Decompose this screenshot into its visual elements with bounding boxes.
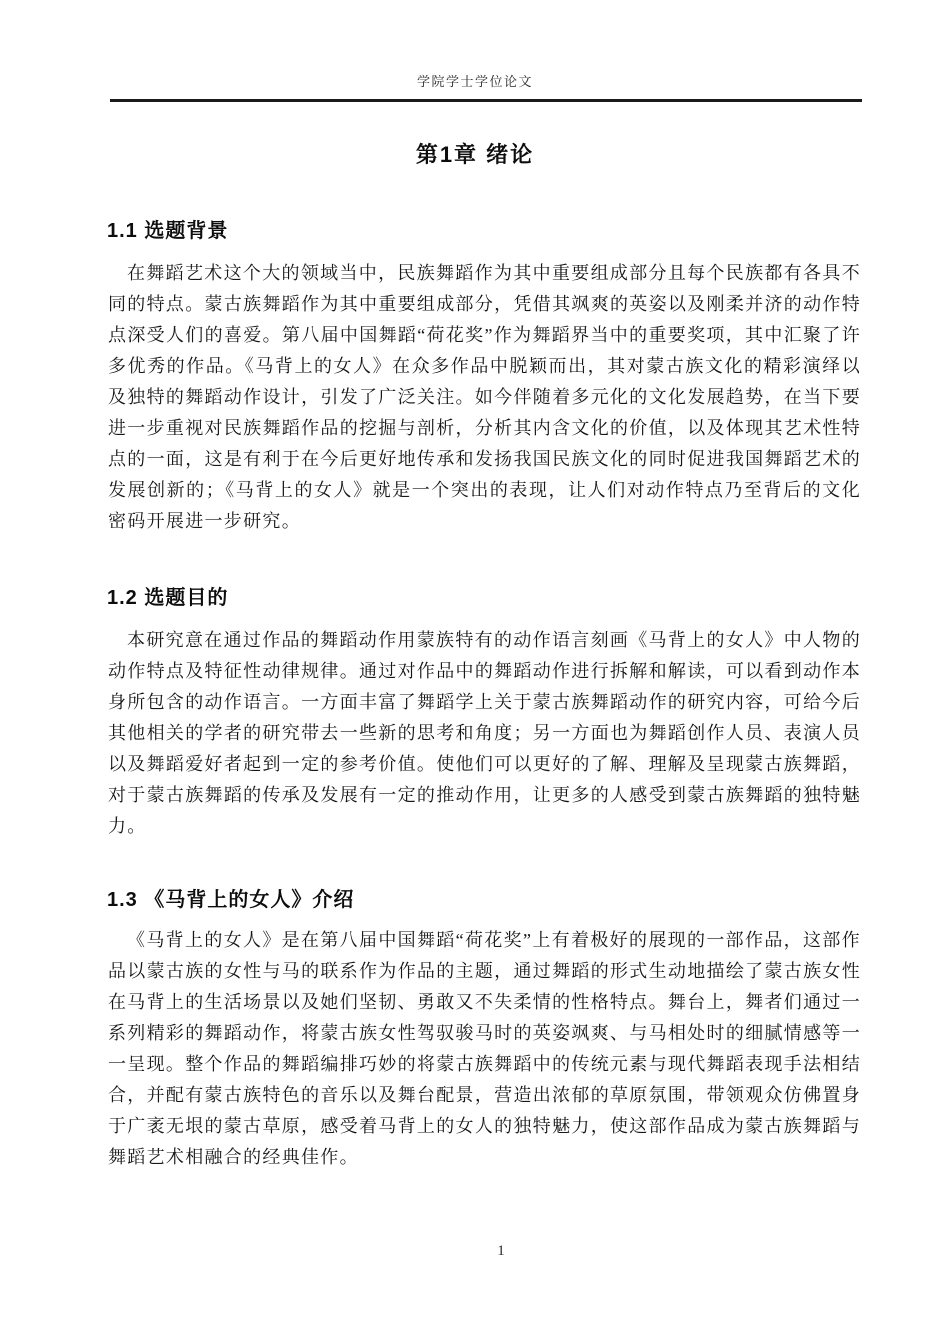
section-paragraph-1-2: 本研究意在通过作品的舞蹈动作用蒙族特有的动作语言刻画《马背上的女人》中人物的动作特点及特征性动律规律。通过对作品中的舞蹈动作进行拆解和解读，可以看到动作本身所包含的动作语言。一方面丰富了舞蹈学上关于蒙古族舞蹈动作的研究内容，可给今后其他相关的学者的研究带去一些新的思考和角度；另一方面也为舞蹈创作人员、表演人员以及舞蹈爱好者起到一定的参考价值。使他们可以更好的了解、理解及呈现蒙古族舞蹈，对于蒙古族舞蹈的传承及发展有一定的推动作用，让更多的人感受到蒙古族舞蹈的独特魅力。	[108, 630, 861, 836]
chapter-title: 第1章 绪论	[415, 142, 535, 167]
page-header-title: 学院学士学位论文	[416, 74, 533, 89]
section-paragraph-1-3: 《马背上的女人》是在第八届中国舞蹈“荷花奖”上有着极好的展现的一部作品，这部作品以蒙古族的女性与马的联系作为作品的主题，通过舞蹈的形式生动地描绘了蒙古族女性在马背上的生活场景以及她们坚韧、勇敢又不失柔情的性格特点。舞台上，舞者们通过一系列精彩的舞蹈动作，将蒙古族女性驾驭骏马时的英姿飒爽、与马相处时的细腻情感等一一呈现。整个作品的舞蹈编排巧妙的将蒙古族舞蹈中的传统元素与现代舞蹈表现手法相结合，并配有蒙古族特色的音乐以及舞台配景，营造出浓郁的草原氛围，带领观众仿佛置身于广袤无垠的蒙古草原，感受着马背上的女人的独特魅力，使这部作品成为蒙古族舞蹈与舞蹈艺术相融合的经典佳作。	[108, 930, 861, 1167]
header-divider	[110, 99, 862, 102]
section-paragraph-1-1: 在舞蹈艺术这个大的领域当中，民族舞蹈作为其中重要组成部分且每个民族都有各具不同的特点。蒙古族舞蹈作为其中重要组成部分，凭借其飒爽的英姿以及刚柔并济的动作特点深受人们的喜爱。第八届中国舞蹈“荷花奖”作为舞蹈界当中的重要奖项，其中汇聚了许多优秀的作品。《马背上的女人》在众多作品中脱颖而出，其对蒙古族文化的精彩演绎以及独特的舞蹈动作设计，引发了广泛关注。如今伴随着多元化的文化发展趋势，在当下要进一步重视对民族舞蹈作品的挖掘与剖析，分析其内含文化的价值，以及体现其艺术性特点的一面，这是有利于在今后更好地传承和发扬我国民族文化的同时促进我国舞蹈艺术的发展创新的；《马背上的女人》就是一个突出的表现，让人们对动作特点乃至背后的文化密码开展进一步研究。	[108, 263, 861, 531]
section-heading-1-1: 1.1 选题背景	[107, 220, 229, 242]
page-number: 1	[497, 1243, 505, 1259]
section-heading-1-3: 1.3 《马背上的女人》介绍	[107, 889, 355, 911]
section-heading-1-2: 1.2 选题目的	[107, 587, 229, 609]
